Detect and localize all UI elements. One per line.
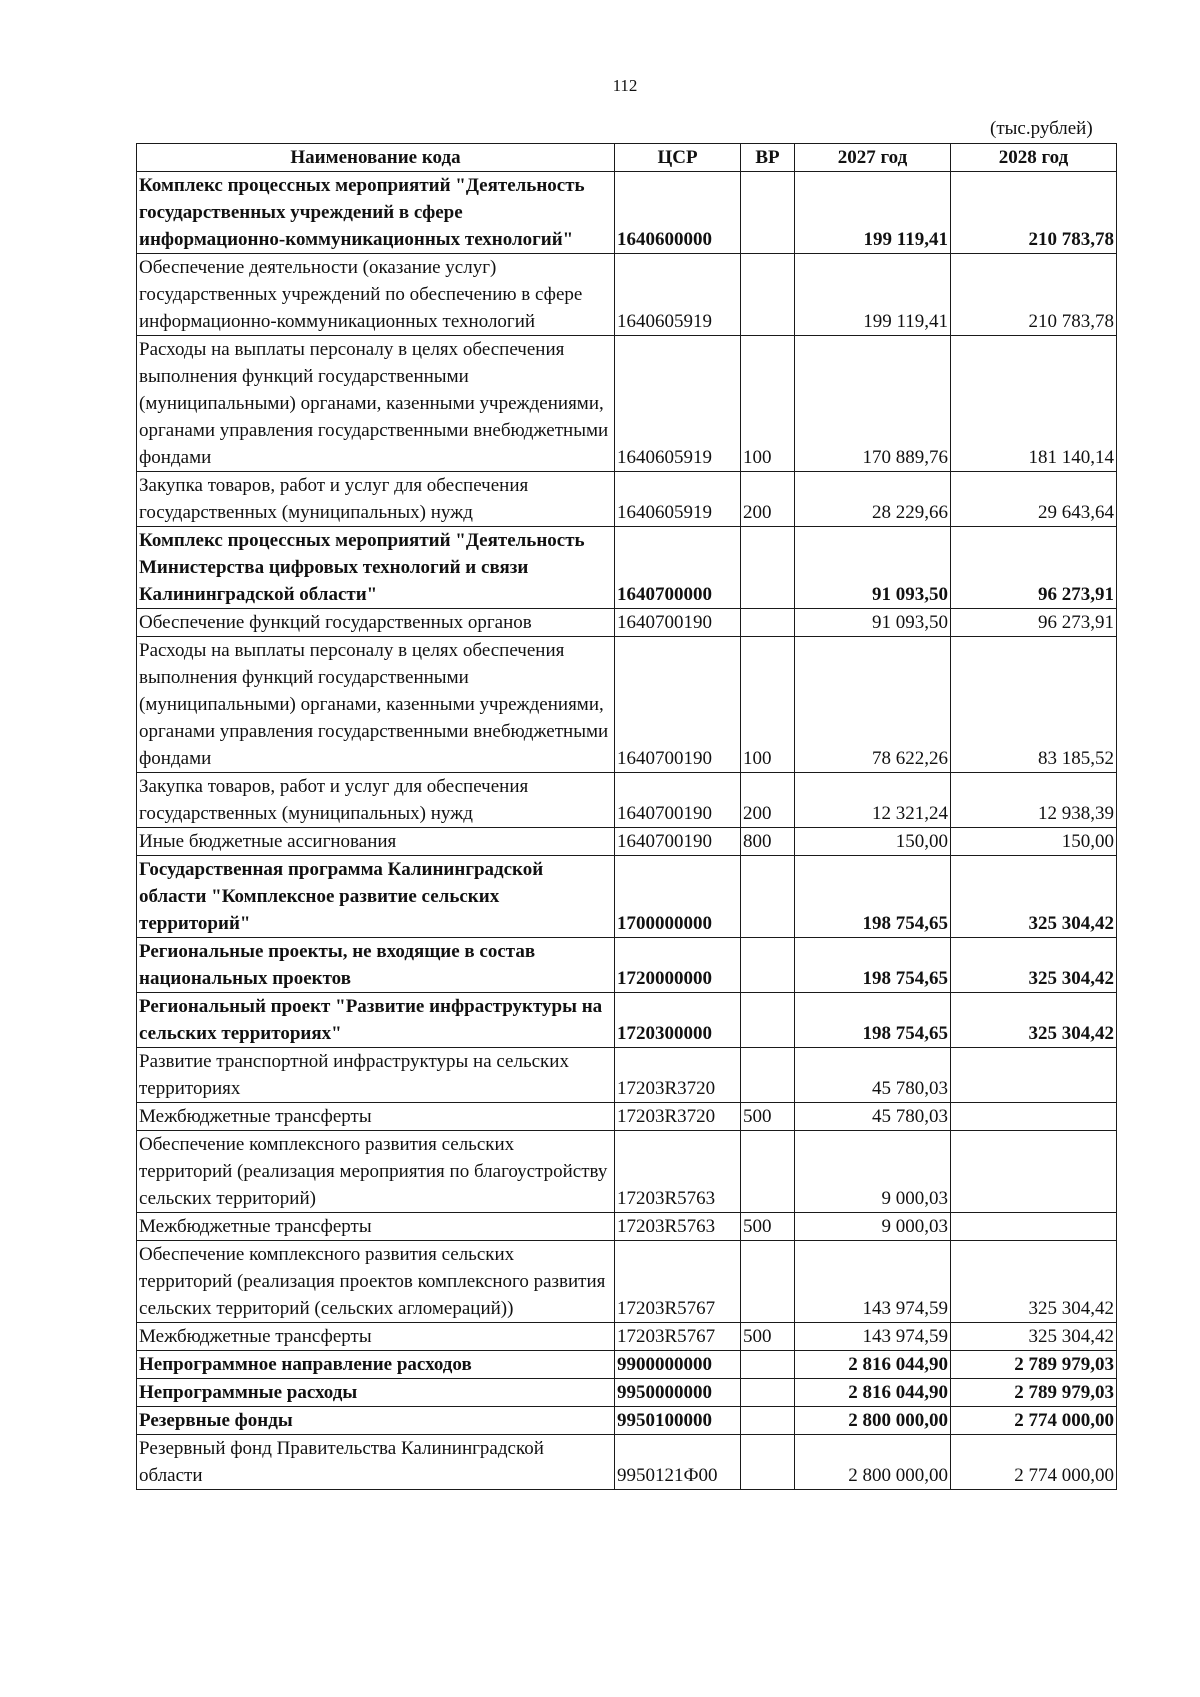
cell-vr [741,1131,795,1213]
cell-name: Обеспечение комплексного развития сельских территорий (реализация проектов комплексного развития сельских территорий (сельских агломераций)) [137,1241,615,1323]
cell-2028 [951,1103,1117,1131]
cell-vr: 200 [741,773,795,828]
cell-2028: 2 789 979,03 [951,1351,1117,1379]
header-vr: ВР [741,144,795,172]
cell-2027: 12 321,24 [795,773,951,828]
cell-2028: 325 304,42 [951,1323,1117,1351]
cell-2027: 9 000,03 [795,1131,951,1213]
table-row [137,1131,1117,1213]
cell-vr: 500 [741,1213,795,1241]
cell-csr: 1640700190 [615,828,741,856]
cell-2028: 12 938,39 [951,773,1117,828]
cell-name: Комплекс процессных мероприятий "Деятельность государственных учреждений в сфере информационно-коммуникационных технологий" [137,172,615,254]
table-row [137,773,1117,828]
cell-2028: 2 789 979,03 [951,1379,1117,1407]
table-row [137,1048,1117,1103]
cell-2028: 96 273,91 [951,527,1117,609]
cell-name: Расходы на выплаты персоналу в целях обеспечения выполнения функций государственными (муниципальными) органами, казенными учреждениями, органами управления государственными внебюджетными фондами [137,637,615,773]
table-row [137,1323,1117,1351]
cell-2027: 2 816 044,90 [795,1379,951,1407]
cell-csr: 1640600000 [615,172,741,254]
cell-2028: 325 304,42 [951,1241,1117,1323]
cell-vr: 100 [741,637,795,773]
cell-name: Региональные проекты, не входящие в состав национальных проектов [137,938,615,993]
cell-2028: 210 783,78 [951,172,1117,254]
cell-vr: 800 [741,828,795,856]
cell-vr [741,993,795,1048]
cell-vr [741,609,795,637]
cell-csr: 1640700000 [615,527,741,609]
table-row [137,1435,1117,1490]
cell-csr: 17203R5767 [615,1241,741,1323]
cell-2027: 91 093,50 [795,527,951,609]
table-row [137,1103,1117,1131]
header-2027: 2027 год [795,144,951,172]
cell-2027: 198 754,65 [795,938,951,993]
table-row [137,609,1117,637]
cell-name: Обеспечение деятельности (оказание услуг) государственных учреждений по обеспечению в сфере информационно-коммуникационных технологий [137,254,615,336]
header-csr: ЦСР [615,144,741,172]
cell-2027: 2 816 044,90 [795,1351,951,1379]
cell-vr [741,1435,795,1490]
cell-name: Непрограммное направление расходов [137,1351,615,1379]
cell-csr: 9950100000 [615,1407,741,1435]
cell-2027: 45 780,03 [795,1103,951,1131]
cell-csr: 17203R3720 [615,1048,741,1103]
cell-name: Резервный фонд Правительства Калининградской области [137,1435,615,1490]
cell-csr: 9950121Ф00 [615,1435,741,1490]
cell-2027: 9 000,03 [795,1213,951,1241]
cell-2027: 2 800 000,00 [795,1407,951,1435]
cell-csr: 9950000000 [615,1379,741,1407]
table-row [137,472,1117,527]
cell-2027: 143 974,59 [795,1323,951,1351]
cell-2028: 325 304,42 [951,938,1117,993]
cell-2028: 29 643,64 [951,472,1117,527]
cell-2027: 2 800 000,00 [795,1435,951,1490]
cell-csr: 1720000000 [615,938,741,993]
cell-2028 [951,1213,1117,1241]
cell-name: Обеспечение комплексного развития сельских территорий (реализация мероприятия по благоустройству сельских территорий) [137,1131,615,1213]
table-row [137,828,1117,856]
table-row [137,856,1117,938]
cell-vr [741,527,795,609]
cell-2027: 199 119,41 [795,172,951,254]
cell-vr [741,1407,795,1435]
cell-2028: 83 185,52 [951,637,1117,773]
cell-2027: 198 754,65 [795,993,951,1048]
cell-2027: 45 780,03 [795,1048,951,1103]
cell-vr [741,254,795,336]
cell-2028: 150,00 [951,828,1117,856]
cell-csr: 1640605919 [615,472,741,527]
cell-csr: 1640605919 [615,336,741,472]
table-row [137,527,1117,609]
table-row [137,938,1117,993]
cell-name: Комплекс процессных мероприятий "Деятельность Министерства цифровых технологий и связи Калининградской области" [137,527,615,609]
cell-vr [741,172,795,254]
header-name: Наименование кода [137,144,615,172]
cell-2027: 150,00 [795,828,951,856]
cell-vr [741,938,795,993]
cell-name: Непрограммные расходы [137,1379,615,1407]
cell-csr: 1640700190 [615,637,741,773]
cell-name: Закупка товаров, работ и услуг для обеспечения государственных (муниципальных) нужд [137,472,615,527]
cell-2027: 143 974,59 [795,1241,951,1323]
cell-2028: 2 774 000,00 [951,1407,1117,1435]
cell-name: Обеспечение функций государственных органов [137,609,615,637]
cell-2027: 170 889,76 [795,336,951,472]
units-label: (тыс.рублей) [990,118,1093,139]
cell-name: Расходы на выплаты персоналу в целях обеспечения выполнения функций государственными (муниципальными) органами, казенными учреждениями, органами управления государственными внебюджетными фондами [137,336,615,472]
table-body [137,172,1117,1490]
cell-2027: 91 093,50 [795,609,951,637]
cell-name: Межбюджетные трансферты [137,1213,615,1241]
cell-name: Резервные фонды [137,1407,615,1435]
cell-2028: 2 774 000,00 [951,1435,1117,1490]
cell-name: Межбюджетные трансферты [137,1323,615,1351]
table-header-row [137,144,1117,172]
cell-name: Закупка товаров, работ и услуг для обеспечения государственных (муниципальных) нужд [137,773,615,828]
cell-2028: 325 304,42 [951,993,1117,1048]
cell-csr: 1640605919 [615,254,741,336]
cell-name: Межбюджетные трансферты [137,1103,615,1131]
cell-csr: 1640700190 [615,773,741,828]
cell-2027: 78 622,26 [795,637,951,773]
table-row [137,1241,1117,1323]
cell-2027: 199 119,41 [795,254,951,336]
table-row [137,1379,1117,1407]
cell-csr: 1640700190 [615,609,741,637]
header-2028: 2028 год [951,144,1117,172]
cell-vr [741,1351,795,1379]
cell-2028: 325 304,42 [951,856,1117,938]
cell-csr: 1720300000 [615,993,741,1048]
cell-csr: 17203R5763 [615,1131,741,1213]
cell-vr: 500 [741,1323,795,1351]
cell-2027: 28 229,66 [795,472,951,527]
cell-vr [741,1048,795,1103]
cell-vr [741,1241,795,1323]
table-row [137,336,1117,472]
cell-csr: 9900000000 [615,1351,741,1379]
cell-csr: 17203R3720 [615,1103,741,1131]
cell-2028: 96 273,91 [951,609,1117,637]
cell-vr: 200 [741,472,795,527]
table-row [137,1351,1117,1379]
table-row [137,993,1117,1048]
cell-2028 [951,1131,1117,1213]
cell-vr: 100 [741,336,795,472]
cell-name: Государственная программа Калининградской области "Комплексное развитие сельских территорий" [137,856,615,938]
table-row [137,254,1117,336]
cell-csr: 17203R5767 [615,1323,741,1351]
page-number: 112 [612,76,638,95]
table-row [137,172,1117,254]
budget-table [136,143,1117,1490]
cell-2028 [951,1048,1117,1103]
table-row [137,637,1117,773]
cell-name: Региональный проект "Развитие инфраструктуры на сельских территориях" [137,993,615,1048]
cell-csr: 1700000000 [615,856,741,938]
cell-2028: 181 140,14 [951,336,1117,472]
cell-vr: 500 [741,1103,795,1131]
cell-2027: 198 754,65 [795,856,951,938]
table-row [137,1213,1117,1241]
table-row [137,1407,1117,1435]
cell-name: Иные бюджетные ассигнования [137,828,615,856]
cell-2028: 210 783,78 [951,254,1117,336]
cell-csr: 17203R5763 [615,1213,741,1241]
cell-name: Развитие транспортной инфраструктуры на сельских территориях [137,1048,615,1103]
cell-vr [741,1379,795,1407]
cell-vr [741,856,795,938]
